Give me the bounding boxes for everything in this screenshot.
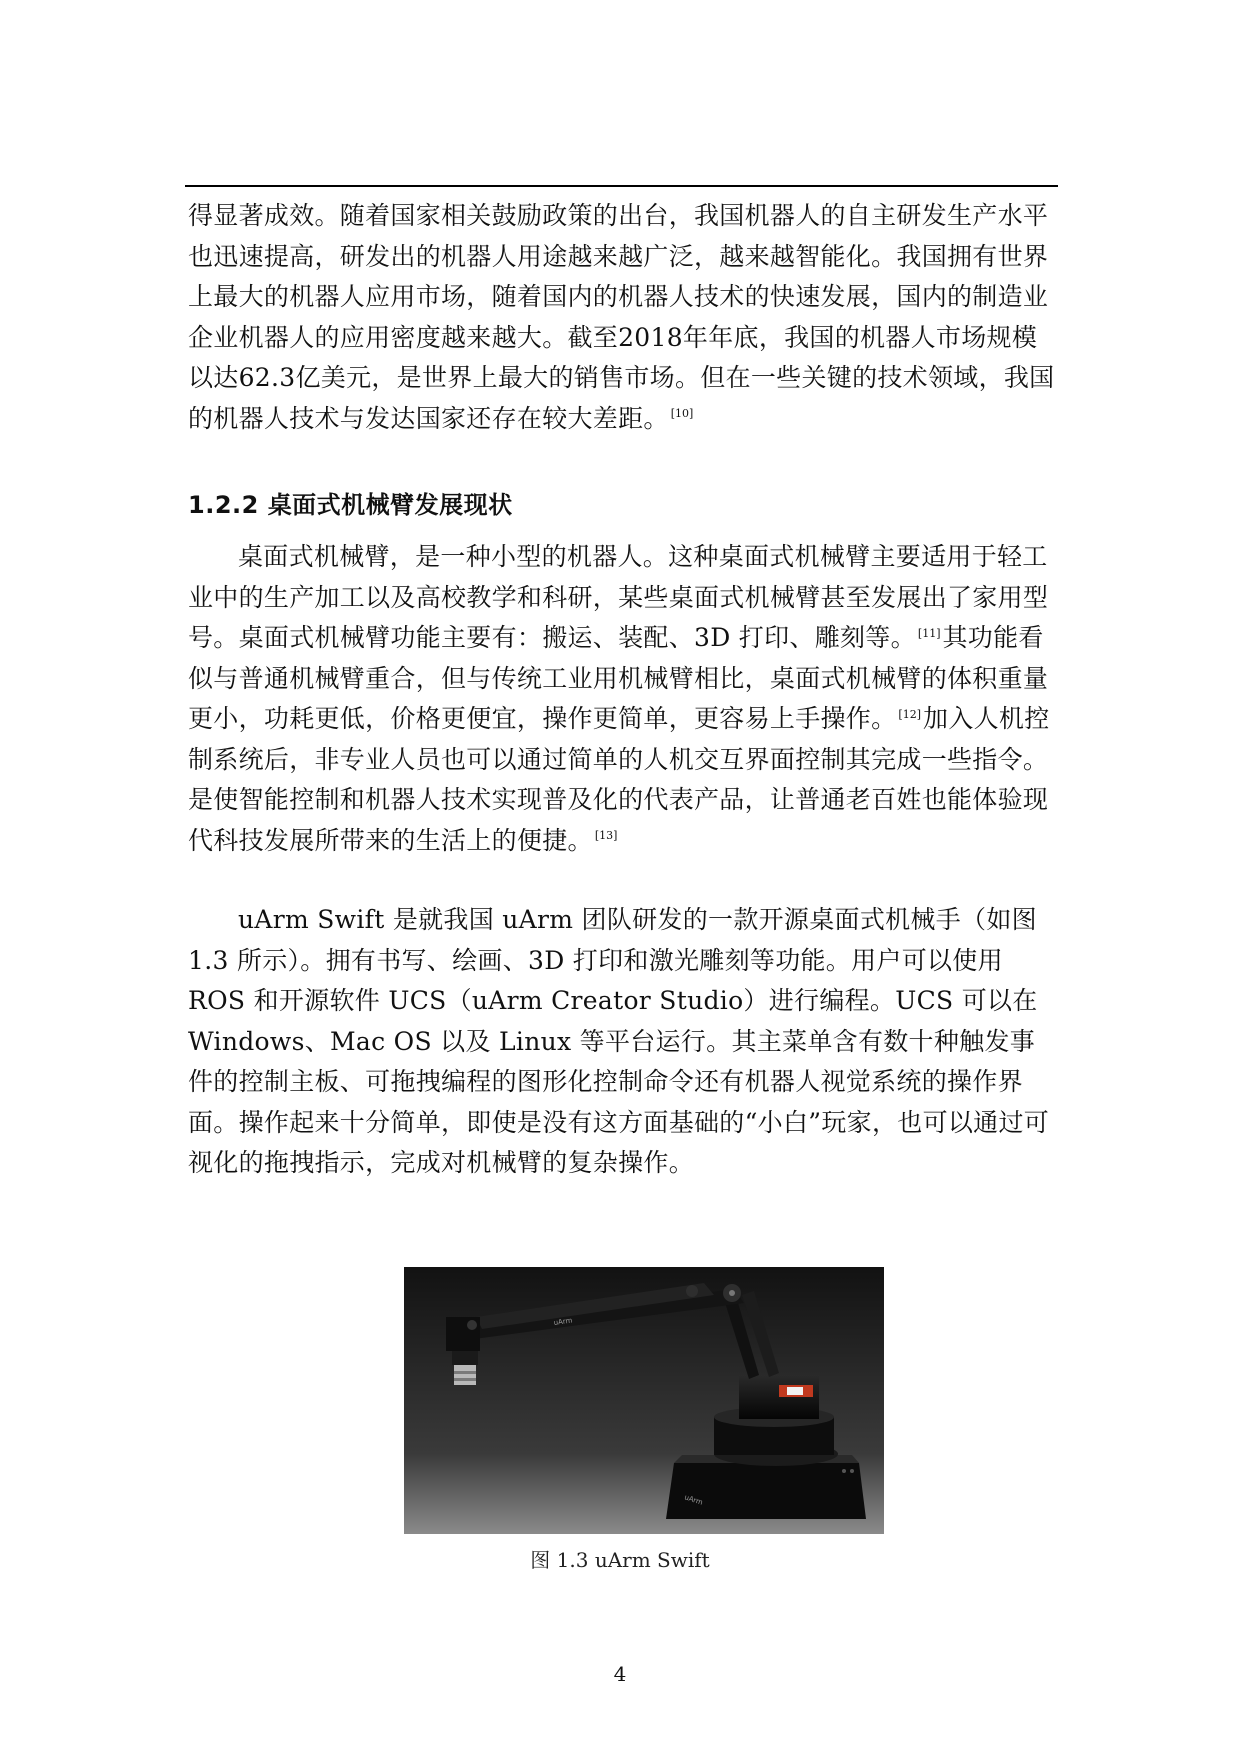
- paragraph-3-text: uArm Swift 是就我国 uArm 团队研发的一款开源桌面式机械手（如图 1.3 所示）。拥有书写、绘画、3D 打印和激光雕刻等功能。用户可以使用 ROS 和开源软件 UCS（uArm Creator Studio）进行编程。UCS 可以在 Windows、Mac OS 以及 Linux 等平台运行。其主菜单含有数十种触发事件的控制主板、可拖拽编程的图形化控制命令还有机器人视觉系统的操作界面。操作起来十分简单，即使是没有这方面基础的“小白”玩家，也可以通过可视化的拖拽指示，完成对机械臂的复杂操作。: [188, 905, 1050, 1177]
- paragraph-2-text-b: 其功能看似与普通机械臂重合，但与传统工业用机械臂相比，桌面式机械臂的体积重量更小，功耗更低，价格更便宜，操作更简单，更容易上手操作。: [188, 623, 1049, 733]
- robot-arm-image: [404, 1267, 884, 1534]
- arm-brand-text: uArm: [553, 1316, 573, 1327]
- paragraph-2-text-a: 桌面式机械臂，是一种小型的机器人。这种桌面式机械臂主要适用于轻工业中的生产加工以及高校教学和科研，某些桌面式机械臂甚至发展出了家用型号。桌面式机械臂功能主要有：搬运、装配、3D 打印、雕刻等。: [188, 542, 1049, 652]
- base-brand-text: uArm: [683, 1493, 704, 1507]
- section-heading: 1.2.2 桌面式机械臂发展现状: [188, 491, 513, 519]
- paragraph-3: [188, 900, 1055, 1184]
- header-rule: [185, 185, 1058, 187]
- citation-ref: [12]: [898, 707, 921, 721]
- citation-ref: [10]: [670, 407, 694, 421]
- paragraph-2: [188, 537, 1055, 861]
- figure-caption: 图 1.3 uArm Swift: [530, 1548, 710, 1572]
- paragraph-1-text: 得显著成效。随着国家相关鼓励政策的出台，我国机器人的自主研发生产水平也迅速提高，研发出的机器人用途越来越广泛，越来越智能化。我国拥有世界上最大的机器人应用市场，随着国内的机器人技术的快速发展，国内的制造业企业机器人的应用密度越来越大。截至2018年年底，我国的机器人市场规模以达62.3亿美元，是世界上最大的销售市场。但在一些关键的技术领域，我国的机器人技术与发达国家还存在较大差距。: [188, 201, 1055, 433]
- citation-ref: [11]: [917, 626, 941, 640]
- page-number: 4: [613, 1662, 627, 1686]
- robot-arm-figure: [404, 1267, 884, 1534]
- citation-ref: [13]: [594, 829, 618, 843]
- paragraph-2-text-c: 加入人机控制系统后，非专业人员也可以通过简单的人机交互界面控制其完成一些指令。是使智能控制和机器人技术实现普及化的代表产品，让普通老百姓也能体验现代科技发展所带来的生活上的便捷。: [188, 704, 1050, 855]
- paragraph-1: [188, 196, 1055, 439]
